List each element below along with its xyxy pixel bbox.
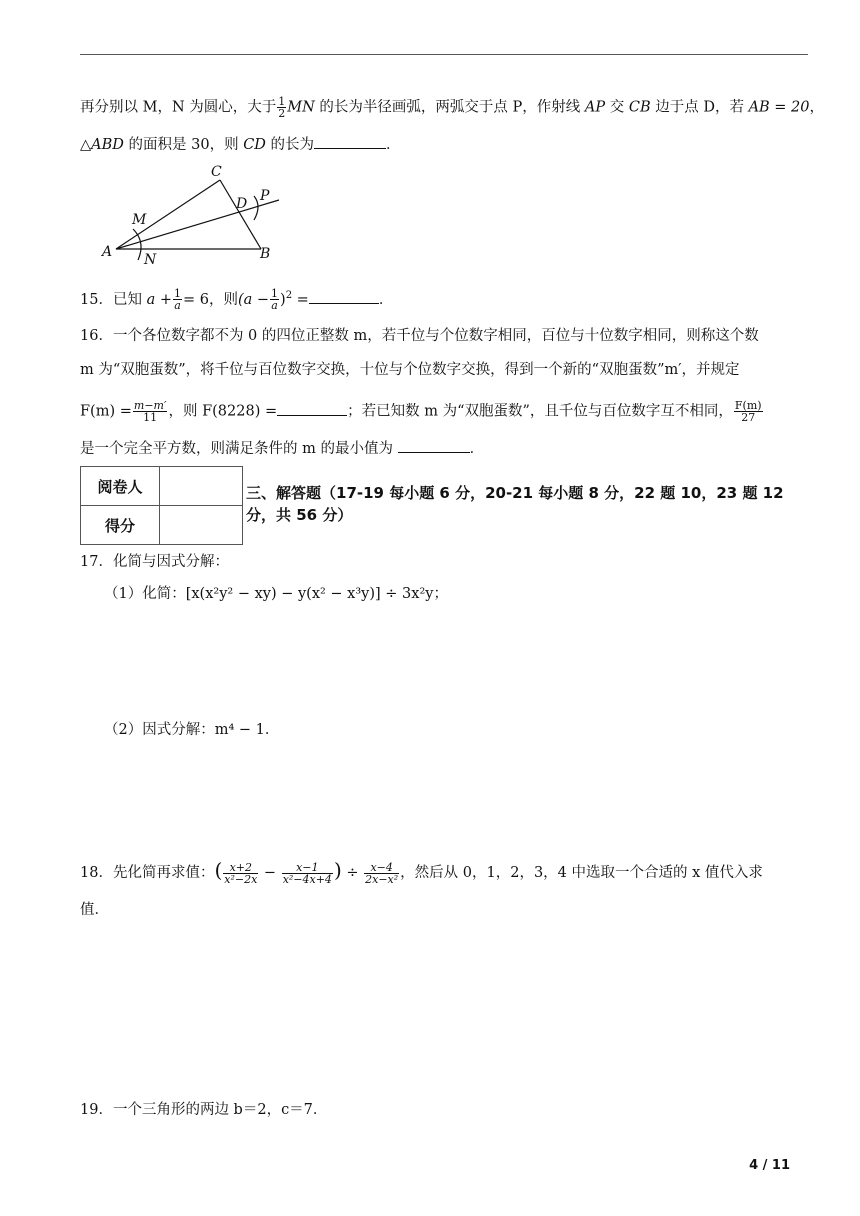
fraction-denominator: x²−4x+4 [282,872,332,886]
q18-text: 18．先化简再求值： [80,865,215,881]
label-a: A [102,244,113,260]
q14-text: 的面积是 30，则 [123,137,244,153]
fraction-numerator: x−4 [364,862,399,874]
page-number: 4 / 11 [749,1158,790,1173]
q18-operator: ÷ [341,865,364,881]
q15-text: ． [378,291,394,308]
q18-operator: − [259,865,281,881]
label-n: N [144,252,157,268]
q18-paren: ) [333,858,342,882]
q16-line2: m 为“双胞蛋数”，将千位与百位数字交换，十位与个位数字交换，得到一个新的“双胞蛋数”m′，并规定 [80,362,740,378]
fraction-numerator: x+2 [223,862,258,874]
q16-fraction-2 [734,400,763,423]
q18-fraction-2 [282,862,333,885]
fraction-numerator: x−1 [282,862,333,874]
q15-exponent: 2 [285,290,293,301]
q17-part2: （2）因式分解：m⁴ − 1． [104,722,280,738]
q16-fraction [133,400,168,423]
q15-fraction [173,288,182,311]
segment-cb: CB [628,99,651,116]
q18-fraction-1 [223,862,258,885]
fraction-denominator: 2 [278,107,286,120]
header-rule [80,54,808,55]
q18-line1 [80,860,763,885]
score-cell[interactable] [160,506,243,545]
label-p: P [260,188,270,204]
label-d: D [236,196,248,212]
triangle-abd: ABD [91,137,124,153]
segment-cd: CD [243,137,266,153]
q16-line1: 16．一个各位数字都不为 0 的四位正整数 m，若千位与个位数字相同，百位与十位数字相同，则称这个数 [80,328,759,344]
q16-text: ． [469,441,485,457]
q15-number: 15．已知 [80,291,142,308]
triangle-symbol: △ [80,137,92,153]
q15-expr: ) [280,291,286,308]
q19-text: 19．一个三角形的两边 b＝2，c＝7． [80,1102,328,1118]
answer-blank[interactable] [398,438,470,453]
fraction-denominator: 11 [143,411,158,424]
q15-line [80,286,393,311]
q14-text: ． [386,137,401,153]
reviewer-label: 阅卷人 [81,467,160,506]
q14-text: ， [809,99,825,116]
q18-line2: 值． [80,902,109,918]
q15-expr: (a − [237,291,270,308]
fraction-numerator: F(m) [734,399,762,412]
score-label: 得分 [81,506,160,545]
fraction-numerator: 1 [278,95,286,108]
fraction-numerator: m−m′ [133,399,167,412]
q17-part1: （1）化简：[x(x²y² − xy) − y(x² − x³y)] ÷ 3x²y； [104,586,448,602]
segment-mn: MN [287,99,315,116]
q15-expr: = 6，则 [182,291,238,308]
answer-blank[interactable] [309,289,379,304]
answer-blank[interactable] [277,401,347,416]
segment-cb-line [220,180,261,249]
fraction-denominator: a [271,299,278,313]
q18-fraction-3 [364,862,399,885]
q16-line3 [80,400,764,423]
q16-line4 [80,438,484,459]
q16-text: 是一个完全平方数，则满足条件的 m 的最小值为 [80,441,398,457]
fraction-numerator: 1 [271,287,279,301]
reviewer-cell[interactable] [160,467,243,506]
q16-text: ；若已知数 m 为“双胞蛋数”，且千位与百位数字互不相同， [347,403,733,420]
q14-text: 再分别以 M，N 为圆心，大于 [80,99,277,116]
answer-blank[interactable] [314,134,386,149]
q15-fraction-2 [270,288,279,311]
ab-equation: AB = 20 [748,99,810,116]
q18-text: ，然后从 0，1，2，3，4 中选取一个合适的 x 值代入求 [400,865,763,881]
q14-line2 [80,134,401,155]
q14-text: 的长为 [265,137,315,153]
fraction-denominator: a [174,299,181,313]
q14-text: 边于点 D，若 [650,99,749,116]
q18-paren: ( [214,858,223,882]
fraction-denominator: 2x−x² [365,872,399,886]
q16-expr: F(m) = [80,403,132,420]
q17-title: 17．化简与因式分解： [80,554,229,570]
half-fraction [277,96,286,119]
q16-expr: ，则 F(8228) = [168,403,278,420]
fraction-numerator: 1 [173,287,181,301]
triangle-figure [96,160,296,270]
q14-text: 交 [605,99,629,116]
section-title: 三、解答题（17-19 每小题 6 分，20-21 每小题 8 分，22 题 10，23 题 12 分，共 56 分） [246,484,784,524]
ray-ap: AP [584,99,606,116]
q14-text: 的长为半径画弧，两弧交于点 P，作射线 [314,99,585,116]
q15-expr: = [292,291,309,308]
label-b: B [260,246,271,262]
fraction-denominator: 27 [741,411,756,424]
q14-line1 [80,96,824,119]
fraction-denominator: x²−2x [224,872,258,886]
arc-p [254,196,258,220]
grader-table [80,466,243,545]
q15-expr: a + [146,291,172,308]
label-m: M [132,212,147,228]
label-c: C [211,164,222,180]
